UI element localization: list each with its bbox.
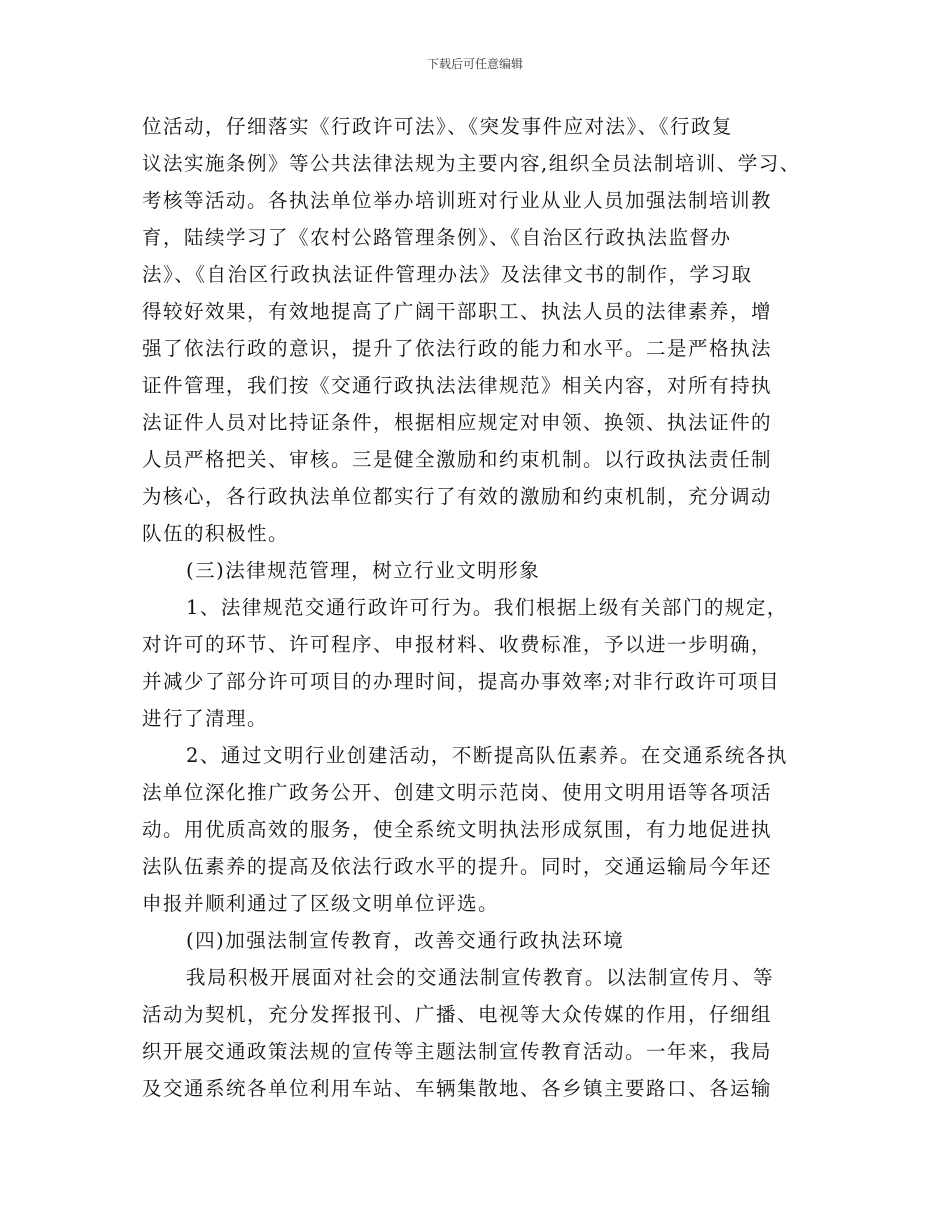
- text-line: (四)加强法制宣传教育，改善交通行政执法环境: [186, 929, 625, 952]
- text-line: 得较好效果，有效地提高了广阔干部职工、执法人员的法律素养，增: [142, 300, 773, 323]
- text-line: 活动为契机，充分发挥报刊、广播、电视等大众传媒的作用，仔细组: [142, 1003, 773, 1026]
- text-line: 法证件人员对比持证条件，根据相应规定对申领、换领、执法证件的: [142, 411, 773, 434]
- text-line: 育，陆续学习了《农村公路管理条例》、《自治区行政执法监督办: [142, 226, 732, 249]
- text-line: 我局积极开展面对社会的交通法制宣传教育。以法制宣传月、等: [186, 966, 775, 989]
- text-line: (三)法律规范管理，树立行业文明形象: [186, 559, 541, 582]
- text-line: 1、法律规范交通行政许可行为。我们根据上级有关部门的规定，: [186, 596, 788, 619]
- text-line: 位活动，仔细落实《行政许可法》、《突发事件应对法》、《行政复: [142, 115, 734, 138]
- text-line: 为核心，各行政执法单位都实行了有效的激励和约束机制，充分调动: [142, 485, 773, 508]
- text-line: 进行了清理。: [142, 707, 269, 730]
- text-line: 法》、《自治区行政执法证件管理办法》及法律文书的制作，学习取: [142, 263, 753, 286]
- text-line: 法单位深化推广政务公开、创建文明示范岗、使用文明用语等各项活: [142, 781, 773, 804]
- page-header: 下载后可任意编辑: [426, 57, 523, 71]
- text-line: 申报并顺利通过了区级文明单位评选。: [142, 892, 500, 915]
- text-line: 2、通过文明行业创建活动，不断提高队伍素养。在交通系统各执: [186, 744, 788, 767]
- text-line: 法队伍素养的提高及依法行政水平的提升。同时，交通运输局今年还: [142, 855, 773, 878]
- text-line: 强了依法行政的意识，提升了依法行政的能力和水平。二是严格执法: [142, 337, 773, 360]
- text-line: 动。用优质高效的服务，使全系统文明执法形成氛围，有力地促进执: [142, 818, 773, 841]
- text-line: 织开展交通政策法规的宣传等主题法制宣传教育活动。一年来，我局: [142, 1040, 773, 1063]
- text-line: 及交通系统各单位利用车站、车辆集散地、各乡镇主要路口、各运输: [142, 1077, 773, 1100]
- document-body: [142, 108, 822, 1107]
- text-line: 队伍的积极性。: [142, 522, 290, 545]
- text-line: 议法实施条例》等公共法律法规为主要内容,组织全员法制培训、学习、: [142, 152, 801, 175]
- text-line: 对许可的环节、许可程序、申报材料、收费标准，予以进一步明确，: [142, 633, 773, 656]
- text-line: 并减少了部分许可项目的办理时间，提高办事效率;对非行政许可项目: [142, 670, 781, 693]
- text-line: 人员严格把关、审核。三是健全激励和约束机制。以行政执法责任制: [142, 448, 773, 471]
- text-line: 考核等活动。各执法单位举办培训班对行业从业人员加强法制培训教: [142, 189, 773, 212]
- text-line: 证件管理，我们按《交通行政执法法律规范》相关内容，对所有持执: [142, 374, 773, 397]
